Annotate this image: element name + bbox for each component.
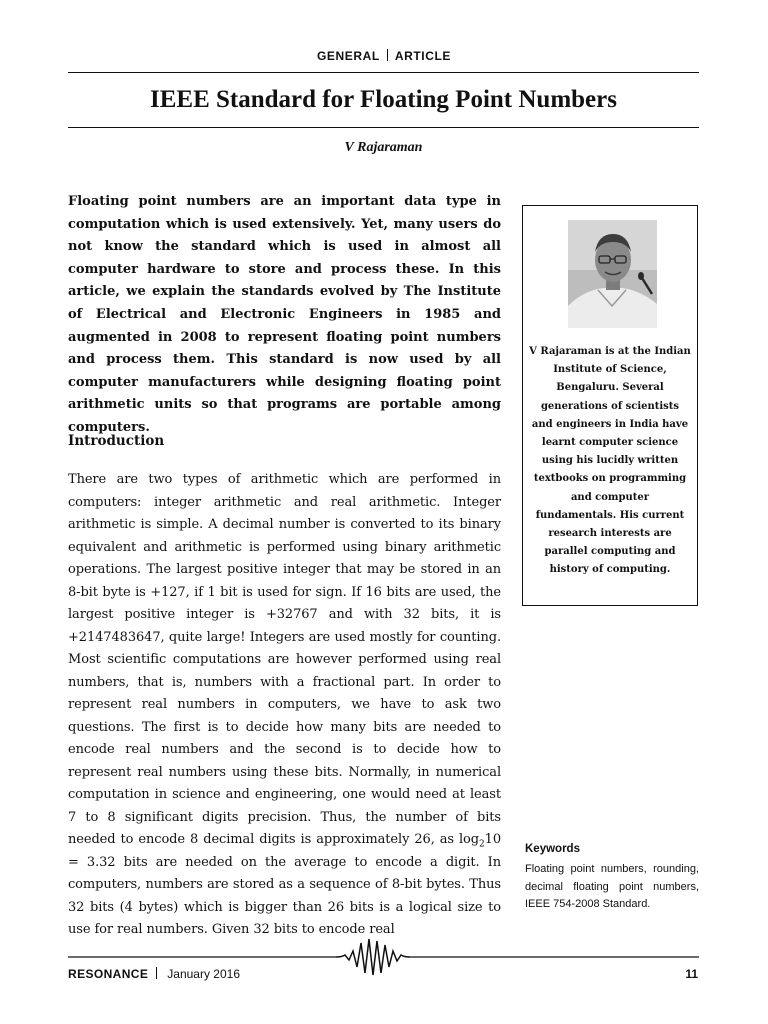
title-rule <box>68 127 699 128</box>
keywords-heading: Keywords <box>525 843 580 855</box>
page-number: 11 <box>685 967 698 981</box>
footer-divider <box>156 967 157 979</box>
body-text-part1: There are two types of arithmetic which are performed in computers: integer arithmetic and real arithmetic. Integer arithmetic is simple. A decimal number is converted to its binary equivalent and arithmetic is performed using binary arithmetic operations. The largest positive integer that may be stored in an 8-bit byte is +127, if 1 bit is used for sign. If 16 bits are used, the largest positive integer is +32767 and with 32 bits, it is +2147483647, quite large! Integers are used mostly for counting. Most scientific computations are however performed using real numbers, that is, numbers with a fractional part. In order to represent real numbers in computers, we have to ask two questions. The first is to decide how many bits are needed to encode real numbers and the second is to decide how to represent real numbers using these bits. Normally, in numerical computation in science and engineering, one would need at least 7 to 8 significant digits precision. Thus, the number of bits needed to encode 8 decimal digits is approximately 26, as log <box>68 472 501 847</box>
author-photo <box>568 220 657 328</box>
log-subscript: 2 <box>479 839 485 850</box>
body-paragraph <box>68 469 501 942</box>
header-rule <box>68 72 699 73</box>
author-name: V Rajaraman <box>344 140 423 155</box>
footer-journal-info <box>68 967 240 981</box>
keywords-list: Floating point numbers, rounding, decimal floating point numbers, IEEE 754-2008 Standard. <box>525 863 699 910</box>
author-bio-box <box>522 205 698 606</box>
section-divider <box>387 49 388 61</box>
issue-date: January 2016 <box>167 967 241 981</box>
body-text-part2: 10 = 3.32 bits are needed on the average to encode a digit. In computers, numbers are stored as a sequence of 8-bit bytes. Thus 32 bits (4 bytes) which is bigger than 26 bits is a logical size to use for real numbers. Given 32 bits to encode real <box>68 832 501 937</box>
author-portrait-icon <box>568 220 657 328</box>
abstract: Floating point numbers are an important data type in computation which is used extensively. Yet, many users do not know the standard which is used in almost all computer hardware to store and process these. In this article, we explain the standards evolved by The Institute of Electrical and Electronic Engineers in 1985 and augmented in 2008 to represent floating point numbers and process them. This standard is now used by all computer manufacturers while designing floating point arithmetic units so that programs are portable among computers. <box>68 194 501 435</box>
journal-name: RESONANCE <box>68 967 149 981</box>
section-name: GENERAL <box>316 49 380 63</box>
article-type: ARTICLE <box>394 49 452 63</box>
section-heading-introduction: Introduction <box>68 433 165 449</box>
author-bio: V Rajaraman is at the Indian Institute of Science, Bengaluru. Several generations of scientists and engineers in India have learnt computer science using his lucidly written textbooks on programming and computer fundamentals. His current research interests are parallel computing and history of computing. <box>529 346 691 576</box>
section-label <box>0 49 768 63</box>
article-title: IEEE Standard for Floating Point Numbers <box>150 86 617 113</box>
